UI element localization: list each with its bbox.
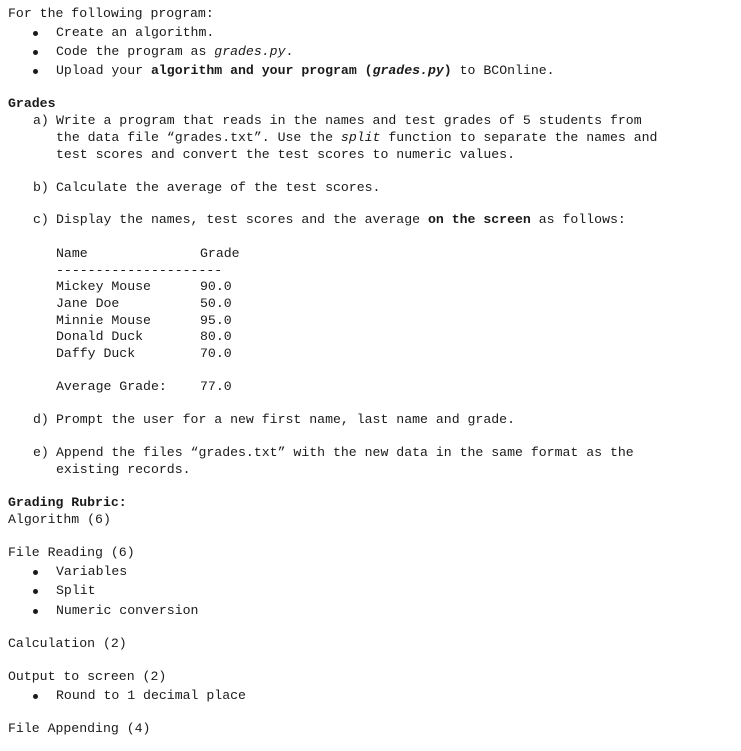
item-a-line1: Write a program that reads in the names and test grades of 5 students from <box>56 113 642 128</box>
item-c-label: c) <box>33 212 49 227</box>
intro-bullet-code: Code the program as grades.py. <box>56 44 294 59</box>
average-value: 77.0 <box>200 379 232 394</box>
table-row-grade: 95.0 <box>200 313 232 328</box>
bullet-dot <box>33 570 38 575</box>
rubric-item-round: Round to 1 decimal place <box>56 688 246 703</box>
rubric-algorithm: Algorithm (6) <box>8 512 111 527</box>
item-d-text: Prompt the user for a new first name, last name and grade. <box>56 412 515 427</box>
bullet-dot <box>33 50 38 55</box>
item-e-line1: Append the files “grades.txt” with the new data in the same format as the <box>56 445 634 460</box>
rubric-calculation: Calculation (2) <box>8 636 127 651</box>
rubric-item-split: Split <box>56 583 96 598</box>
item-c-text: Display the names, test scores and the average on the screen as follows: <box>56 212 626 227</box>
code-file-name: grades.py <box>214 44 286 59</box>
table-row-name: Donald Duck <box>56 329 144 344</box>
item-b-text: Calculate the average of the test scores. <box>56 180 381 195</box>
intro-bullet-algorithm: Create an algorithm. <box>56 25 215 40</box>
table-row-grade: 80.0 <box>200 329 232 344</box>
bullet-dot <box>33 589 38 594</box>
rubric-output: Output to screen (2) <box>8 669 167 684</box>
table-divider: --------------------- <box>56 263 223 278</box>
average-label: Average Grade: <box>56 379 167 394</box>
item-a-line2: the data file “grades.txt”. Use the split function to separate the names and <box>56 130 658 145</box>
table-row-grade: 70.0 <box>200 346 232 361</box>
item-e-label: e) <box>33 445 49 460</box>
rubric-item-variables: Variables <box>56 564 128 579</box>
rubric-item-numeric-conversion: Numeric conversion <box>56 603 199 618</box>
table-row-name: Minnie Mouse <box>56 313 151 328</box>
item-d-label: d) <box>33 412 49 427</box>
table-header-grade: Grade <box>200 246 240 261</box>
table-row-name: Jane Doe <box>56 296 120 311</box>
table-row-grade: 90.0 <box>200 279 232 294</box>
bullet-dot <box>33 609 38 614</box>
rubric-file-appending: File Appending (4) <box>8 721 151 736</box>
bullet-dot <box>33 31 38 36</box>
bullet-dot <box>33 694 38 699</box>
item-a-line3: test scores and convert the test scores to numeric values. <box>56 147 515 162</box>
intro-heading: For the following program: <box>8 6 214 21</box>
rubric-title: Grading Rubric: <box>8 495 127 510</box>
intro-bullet-upload: Upload your algorithm and your program (grades.py) to BCOnline. <box>56 63 555 78</box>
item-e-line2: existing records. <box>56 462 191 477</box>
bullet-dot <box>33 69 38 74</box>
table-row-name: Daffy Duck <box>56 346 136 361</box>
table-row-name: Mickey Mouse <box>56 279 151 294</box>
table-header-name: Name <box>56 246 88 261</box>
table-row-grade: 50.0 <box>200 296 232 311</box>
split-function: split <box>340 130 381 145</box>
section-title-grades: Grades <box>8 96 56 111</box>
item-b-label: b) <box>33 180 49 195</box>
item-a-label: a) <box>33 113 49 128</box>
rubric-file-reading: File Reading (6) <box>8 545 135 560</box>
